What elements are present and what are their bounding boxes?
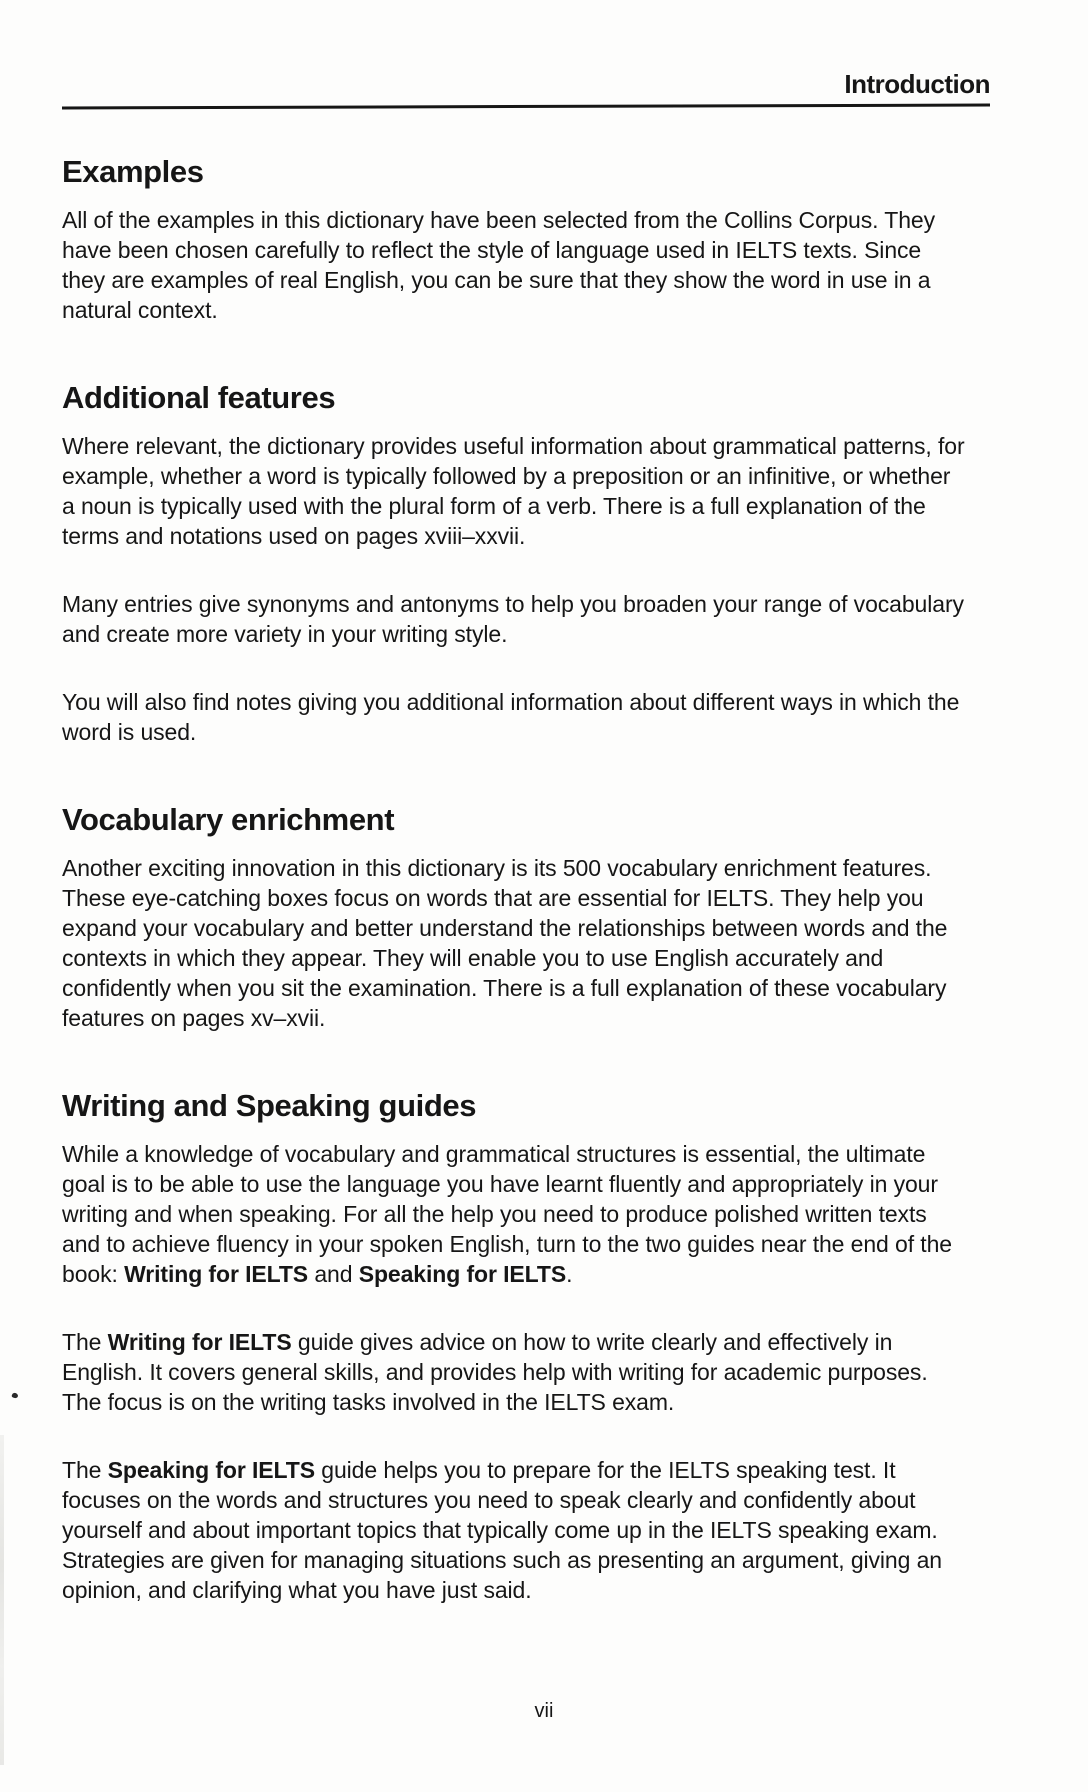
text-run: Many entries give synonyms and antonyms to help you broaden your range of vocabulary and create more variety in your writing style. <box>62 591 964 647</box>
bold-text-run: Speaking for IELTS <box>358 1261 567 1287</box>
text-run: You will also find notes giving you additional information about different ways in which the word is used. <box>62 689 960 745</box>
running-head: Introduction <box>844 69 990 99</box>
paragraph <box>62 853 967 1033</box>
section-heading: Vocabulary enrichment <box>62 802 395 837</box>
text-run: The <box>62 1457 108 1483</box>
text-run: Where relevant, the dictionary provides useful information about grammatical patterns, for example, whether a word is typically followed by a preposition or an infinitive, or whether a noun is typically used with the plural form of a verb. There is a full explanation of the terms and notations used on pages xviii–xxvii. <box>62 433 965 549</box>
text-run: While a knowledge of vocabulary and grammatical structures is essential, the ultimate goal is to be able to use the language you have learnt fluently and appropriately in your writing and when speaking. For all the help you need to produce polished written texts and to achieve fluency in your spoken English, turn to the two guides near the end of the book: <box>62 1141 952 1287</box>
paragraph <box>62 687 967 747</box>
bold-text-run: Writing for IELTS <box>107 1329 292 1355</box>
page-footer <box>0 1700 1088 1723</box>
document-content <box>62 154 990 1605</box>
document-section <box>62 1088 990 1605</box>
section-heading: Additional features <box>62 380 336 415</box>
document-section <box>62 154 990 325</box>
section-heading: Writing and Speaking guides <box>62 1088 477 1123</box>
text-run: guide helps you to prepare for the IELTS speaking test. It focuses on the words and structures you need to speak clearly and confidently about yourself and about important topics that typically come up in the IELTS speaking exam. Strategies are given for managing situations such as presenting an argument, giving an opinion, and clarifying what you have just said. <box>62 1457 942 1603</box>
paragraph <box>62 1455 967 1605</box>
page-number: vii <box>534 1700 554 1722</box>
text-run: and <box>308 1261 359 1287</box>
header-rule <box>62 104 990 110</box>
document-section <box>62 380 990 747</box>
paragraph <box>62 205 967 325</box>
page-header <box>62 70 990 108</box>
bold-text-run: Writing for IELTS <box>124 1261 309 1287</box>
paragraph <box>62 1327 967 1417</box>
text-run: Another exciting innovation in this dictionary is its 500 vocabulary enrichment features. These eye-catching boxes focus on words that are essential for IELTS. They help you expand your vocabulary and better understand the relationships between words and the contexts in which they appear. They will enable you to use English accurately and confidently when you sit the examination. There is a full explanation of these vocabulary features on pages xv–xvii. <box>62 855 948 1031</box>
section-heading: Examples <box>62 154 204 189</box>
text-run: . <box>566 1261 573 1287</box>
bold-text-run: Speaking for IELTS <box>107 1457 315 1483</box>
paragraph <box>62 1139 967 1289</box>
text-run: guide gives advice on how to write clearly and effectively in English. It covers general skills, and provides help with writing for academic purposes. The focus is on the writing tasks involved in the IELTS exam. <box>62 1329 928 1415</box>
paragraph <box>62 431 967 551</box>
paragraph <box>62 589 967 649</box>
text-run: All of the examples in this dictionary have been selected from the Collins Corpus. They have been chosen carefully to reflect the style of language used in IELTS texts. Since they are examples of real English, you can be sure that they show the word in use in a natural context. <box>62 207 935 323</box>
document-section <box>62 802 990 1033</box>
text-run: The <box>62 1329 108 1355</box>
